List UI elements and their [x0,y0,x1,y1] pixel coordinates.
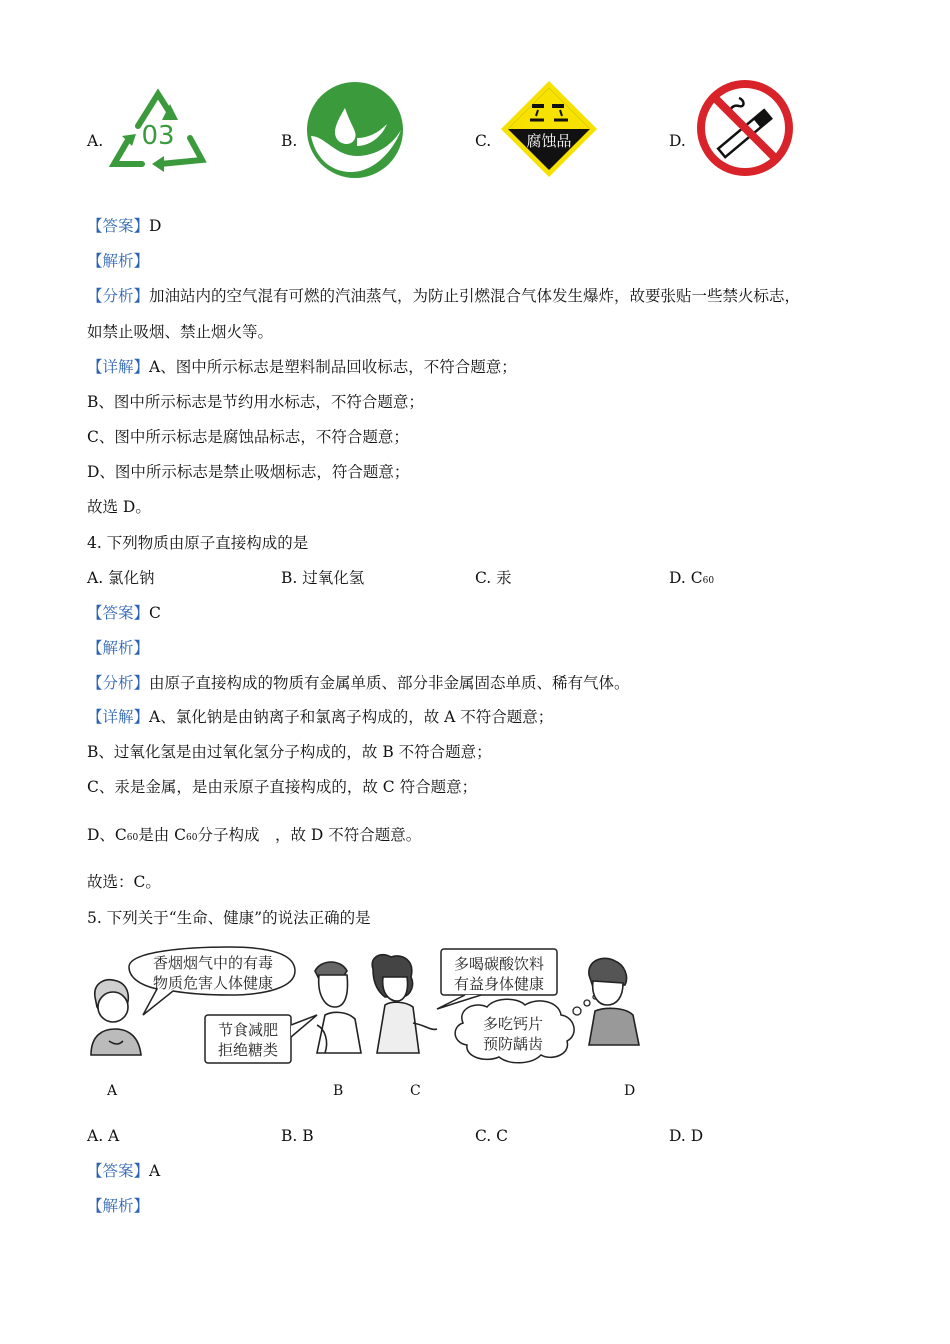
person-d-drawing [589,958,639,1045]
figure-label-d: D [624,1083,636,1099]
q3-answer: 【答案】D [87,217,162,235]
q3-fenxi-line2: 如禁止吸烟、禁止烟火等。 [87,323,274,341]
bubble-c-line2: 有益身体健康 [453,975,545,993]
q5-option-b: B. B [281,1127,314,1145]
q5-option-a: A. A [87,1127,120,1145]
q3-select: 故选 D。 [87,498,151,516]
bubble-c-line1: 多喝碳酸饮料 [453,955,545,973]
q4-xiangjie-a: 【详解】A、氯化钠是由钠离子和氯离子构成的，故 A 不符合题意； [87,708,554,726]
bubble-d-line2: 预防龋齿 [482,1035,544,1053]
q4-option-c: C. 汞 [475,569,512,587]
q3-xiangjie-c: C、图中所示标志是腐蚀品标志，不符合题意； [87,428,409,446]
figure-label-c: C [410,1083,421,1099]
q4-option-b: B. 过氧化氢 [281,569,365,587]
q4-option-a: A. 氯化钠 [87,569,155,587]
q4-xiangjie-d: D、C60是由 C60分子构成 ，故 D 不符合题意。 [87,826,422,844]
q3-jiexi: 【解析】 [87,252,150,270]
q3-fenxi-line1: 【分析】加油站内的空气混有可燃的汽油蒸气，为防止引燃混合气体发生爆炸，故要张贴一些禁火标志， [87,287,801,305]
corrosive-icon [500,80,598,178]
q4-jiexi: 【解析】 [87,639,150,657]
q3-xiangjie-a: 【详解】A、图中所示标志是塑料制品回收标志，不符合题意； [87,358,517,376]
q5-option-d: D. D [669,1127,704,1145]
option-c-label: C. [475,132,492,150]
q3-xiangjie-b: B、图中所示标志是节约用水标志，不符合题意； [87,393,424,411]
bubble-a-line2: 物质危害人体健康 [152,974,274,992]
person-b-drawing [315,962,361,1053]
figure-label-b: B [333,1083,344,1099]
q5-jiexi: 【解析】 [87,1197,150,1215]
q3-xiangjie-d: D、图中所示标志是禁止吸烟标志，符合题意； [87,463,410,481]
q4-xiangjie-c: C、汞是金属，是由汞原子直接构成的，故 C 符合题意； [87,778,478,796]
q5-stem: 5. 下列关于“生命、健康”的说法正确的是 [87,909,371,927]
figure-label-a: A [107,1083,118,1099]
q5-option-c: C. C [475,1127,509,1145]
q5-answer: 【答案】A [87,1162,161,1180]
water-saving-icon [305,80,405,180]
bubble-a-line1: 香烟烟气中的有毒 [152,954,274,972]
bubble-b-line1: 节食减肥 [217,1021,279,1039]
q4-xiangjie-b: B、过氧化氢是由过氧化氢分子构成的，故 B 不符合题意； [87,743,492,761]
bubble-d-line1: 多吃钙片 [482,1015,544,1033]
recycling-code-text: 03 [141,121,175,151]
no-smoking-icon [695,78,795,178]
q4-stem: 4. 下列物质由原子直接构成的是 [87,534,309,552]
option-b-label: B. [281,132,298,150]
q4-fenxi: 【分析】由原子直接构成的物质有金属单质、部分非金属固态单质、稀有气体。 [87,674,630,692]
q4-option-d: D. C60 [669,569,715,587]
person-a-drawing [91,980,141,1055]
recycling-03-icon [108,86,208,176]
q4-answer: 【答案】C [87,604,161,622]
corrosive-text: 腐蚀品 [526,132,572,150]
bubble-b-line2: 拒绝糖类 [217,1041,279,1059]
q5-cartoon-figure [85,945,655,1070]
q4-select: 故选：C。 [87,873,161,891]
option-a-label: A. [87,132,104,150]
person-c-drawing [372,955,437,1053]
option-d-label: D. [669,132,686,150]
